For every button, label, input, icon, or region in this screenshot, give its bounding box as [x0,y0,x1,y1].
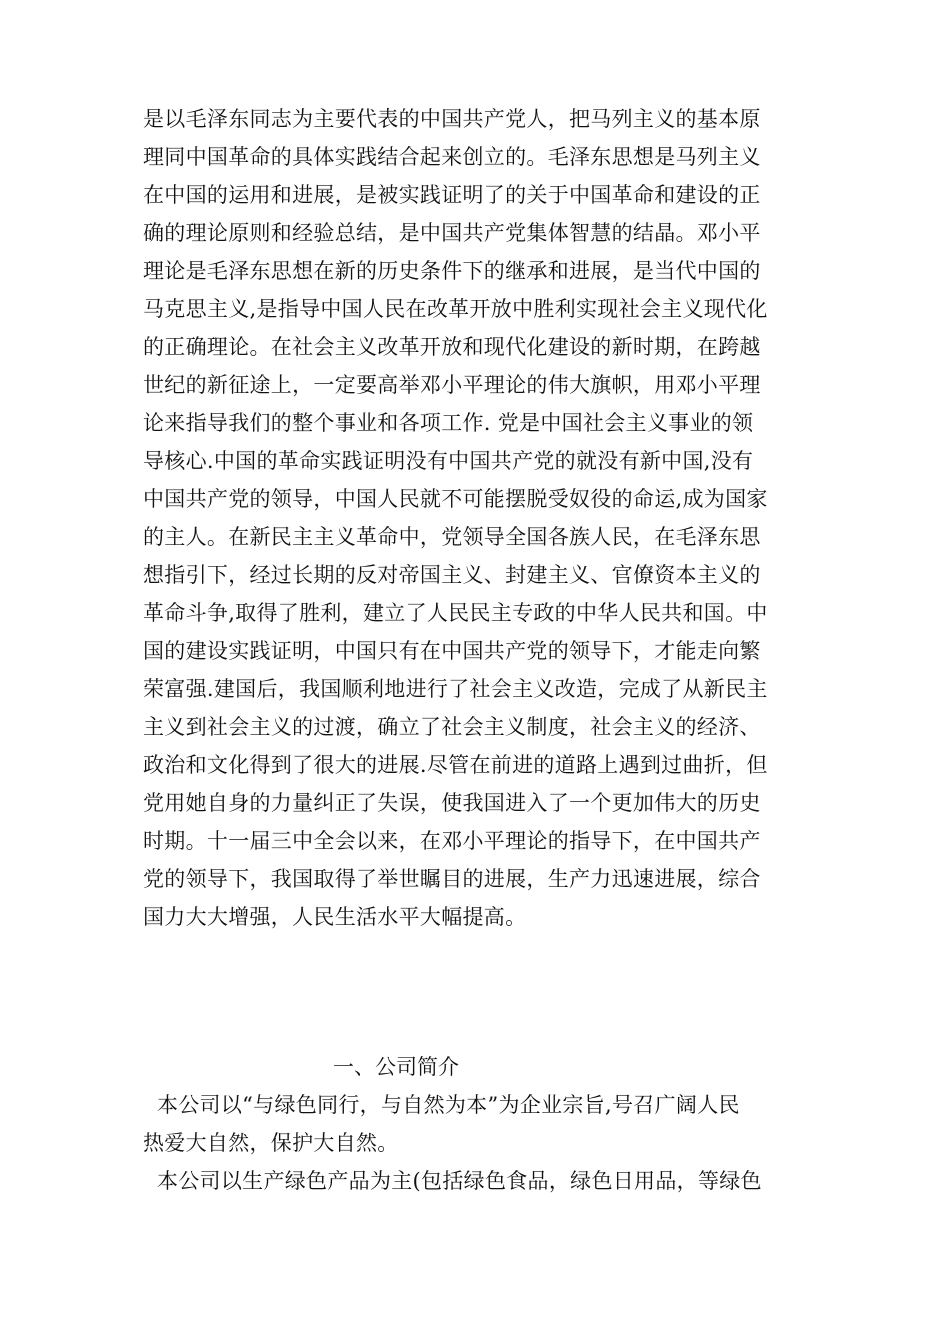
body-line: 在中国的运用和进展，是被实践证明了的关于中国革命和建设的正 [143,183,761,207]
body-line: 导核心.中国的革命实践证明没有中国共产党的就没有新中国,没有 [143,449,754,473]
body-line: 论来指导我们的整个事业和各项工作. 党是中国社会主义事业的领 [143,411,754,435]
body-line: 的正确理论。在社会主义改革开放和现代化建设的新时期，在跨越 [143,335,761,359]
body-line: 革命斗争,取得了胜利，建立了人民民主专政的中华人民共和国。中 [143,601,768,625]
section-heading: 一、公司简介 [333,1055,459,1079]
section-line: 本公司以生产绿色产品为主(包括绿色食品，绿色日用品，等绿色 [143,1169,762,1193]
body-line: 主义到社会主义的过渡，确立了社会主义制度，社会主义的经济、 [143,715,761,739]
body-line: 荣富强.建国后，我国顺利地进行了社会主义改造，完成了从新民主 [143,677,768,701]
section-line: 本公司以“与绿色同行，与自然为本”为企业宗旨,号召广阔人民 [143,1093,740,1117]
body-text [143,100,815,936]
body-line: 党用她自身的力量纠正了失误，使我国进入了一个更加伟大的历史 [143,791,761,815]
body-line: 国的建设实践证明，中国只有在中国共产党的领导下，才能走向繁 [143,639,761,663]
body-line: 的主人。在新民主主义革命中，党领导全国各族人民，在毛泽东思 [143,525,761,549]
body-line: 世纪的新征途上，一定要高举邓小平理论的伟大旗帜，用邓小平理 [143,373,761,397]
body-line: 确的理论原则和经验总结，是中国共产党集体智慧的结晶。邓小平 [143,221,761,245]
body-line: 马克思主义,是指导中国人民在改革开放中胜利实现社会主义现代化 [143,297,768,321]
section-line: 热爱大自然，保护大自然。 [143,1131,399,1155]
body-line: 理同中国革命的具体实践结合起来创立的。毛泽东思想是马列主义 [143,145,761,169]
body-line: 政治和文化得到了很大的进展.尽管在前进的道路上遇到过曲折，但 [143,753,768,777]
body-line: 党的领导下，我国取得了举世瞩目的进展，生产力迅速进展，综合 [143,867,761,891]
body-line: 想指引下，经过长期的反对帝国主义、封建主义、官僚资本主义的 [143,563,761,587]
body-line: 是以毛泽东同志为主要代表的中国共产党人，把马列主义的基本原 [143,107,761,131]
body-line: 国力大大增强，人民生活水平大幅提高。 [143,905,527,929]
body-line: 理论是毛泽东思想在新的历史条件下的继承和进展，是当代中国的 [143,259,761,283]
company-intro-section [143,1048,815,1200]
body-line: 时期。十一届三中全会以来，在邓小平理论的指导下，在中国共产 [143,829,761,853]
body-line: 中国共产党的领导，中国人民就不可能摆脱受奴役的命运,成为国家 [143,487,768,511]
